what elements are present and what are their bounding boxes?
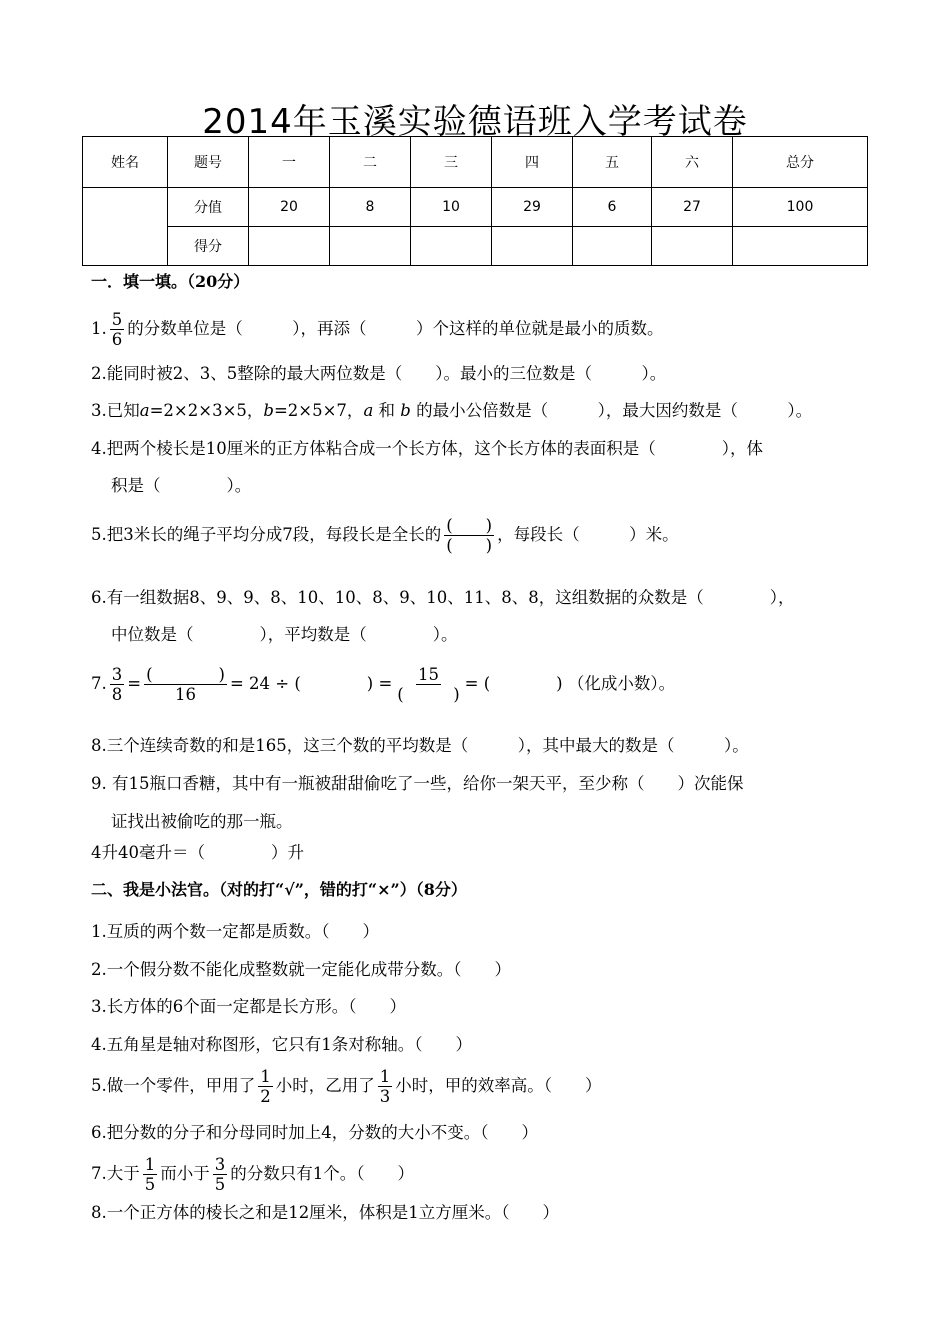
question-number-label: 题号 bbox=[168, 137, 249, 188]
header-cell: 六 bbox=[652, 137, 733, 188]
fraction: $\frac{( )}{16}$ bbox=[146, 665, 225, 704]
points-cell: 6 bbox=[573, 188, 652, 227]
header-cell: 五 bbox=[573, 137, 652, 188]
s1-question-8: 8.三个连续奇数的和是165，这三个数的平均数是（ ），其中最大的数是（ ）。 bbox=[91, 736, 749, 755]
fraction: $\frac{5}{6}$ bbox=[111, 310, 123, 349]
header-cell: 二 bbox=[330, 137, 411, 188]
s1-question-5: 5.把3米长的绳子平均分成7段，每段长是全长的 $\frac{( )}{( )}$ ，每段长（ ）米。 bbox=[91, 516, 679, 555]
s1-question-6-line2: 中位数是（ ），平均数是（ ）。 bbox=[111, 625, 458, 644]
s2-question-2: 2.一个假分数不能化成整数就一定能化成带分数。（ ） bbox=[91, 960, 511, 979]
points-cell: 8 bbox=[330, 188, 411, 227]
fraction: $\frac{3}{5}$ bbox=[214, 1155, 226, 1194]
header-cell: 总分 bbox=[733, 137, 868, 188]
section2-heading: 二、我是小法官。（对的打“√”，错的打“×”）（8分） bbox=[91, 880, 467, 899]
s2-question-7: 7.大于 $\frac{1}{5}$ 而小于 $\frac{3}{5}$ 的分数只有1个。（ ） bbox=[91, 1155, 414, 1194]
section1-heading: 一．填一填。（20分） bbox=[91, 272, 250, 291]
s2-question-1: 1.互质的两个数一定都是质数。（ ） bbox=[91, 922, 379, 941]
points-cell: 27 bbox=[652, 188, 733, 227]
s1-question-4-line1: 4.把两个棱长是10厘米的正方体粘合成一个长方体，这个长方体的表面积是（ ），体 bbox=[91, 439, 763, 458]
score-table bbox=[82, 136, 868, 266]
fraction: $\frac{15}{( )}$ bbox=[397, 665, 460, 704]
name-header: 姓名 bbox=[83, 137, 168, 188]
score-cell[interactable] bbox=[652, 227, 733, 266]
points-cell: 29 bbox=[492, 188, 573, 227]
s2-question-3: 3.长方体的6个面一定都是长方形。（ ） bbox=[91, 997, 406, 1016]
score-cell[interactable] bbox=[249, 227, 330, 266]
points-cell: 20 bbox=[249, 188, 330, 227]
fraction: $\frac{1}{2}$ bbox=[260, 1067, 271, 1106]
s2-question-8: 8.一个正方体的棱长之和是12厘米，体积是1立方厘米。（ ） bbox=[91, 1203, 559, 1222]
s1-question-4-line2: 积是（ ）。 bbox=[111, 476, 252, 495]
score-cell[interactable] bbox=[411, 227, 492, 266]
fraction: $\frac{3}{8}$ bbox=[111, 665, 123, 704]
s2-question-6: 6.把分数的分子和分母同时加上4，分数的大小不变。（ ） bbox=[91, 1123, 538, 1142]
s1-question-9-line2: 证找出被偷吃的那一瓶。 bbox=[111, 812, 293, 831]
s1-question-7: 7. $\frac{3}{8}$ = $\frac{( )}{16}$ = 24 ÷ ( ) = $\frac{15}{( )}$ = ( ) （化成小数）。 bbox=[91, 665, 676, 704]
name-input-cell[interactable] bbox=[83, 188, 168, 266]
s1-question-10: 4升40毫升＝（ ）升 bbox=[91, 843, 304, 862]
fraction: $\frac{1}{5}$ bbox=[144, 1155, 156, 1194]
s2-question-4: 4.五角星是轴对称图形，它只有1条对称轴。（ ） bbox=[91, 1035, 472, 1054]
points-label: 分值 bbox=[168, 188, 249, 227]
s1-question-9-line1: 9. 有15瓶口香糖，其中有一瓶被甜甜偷吃了一些，给你一架天平，至少称（ ）次能保 bbox=[91, 774, 744, 793]
points-cell: 100 bbox=[733, 188, 868, 227]
s2-question-5: 5.做一个零件，甲用了 $\frac{1}{2}$ 小时，乙用了 $\frac{1}{3}$ 小时，甲的效率高。（ ） bbox=[91, 1067, 602, 1106]
score-label: 得分 bbox=[168, 227, 249, 266]
page-title: 2014年玉溪实验德语班入学考试卷 bbox=[202, 102, 748, 142]
s1-question-6-line1: 6.有一组数据8、9、9、8、10、10、8、9、10、11、8、8，这组数据的众数是（ ）， bbox=[91, 588, 795, 607]
score-cell[interactable] bbox=[733, 227, 868, 266]
score-cell[interactable] bbox=[330, 227, 411, 266]
s1-question-3: 3.已知a=2×2×3×5，b=2×5×7，a 和 b 的最小公倍数是（ ），最大因约数是（ ）。 bbox=[91, 401, 813, 420]
s1-question-1: 1. $\frac{5}{6}$ 的分数单位是（ ），再添（ ）个这样的单位就是最小的质数。 bbox=[91, 310, 664, 349]
header-cell: 四 bbox=[492, 137, 573, 188]
s1-question-2: 2.能同时被2、3、5整除的最大两位数是（ ）。最小的三位数是（ ）。 bbox=[91, 364, 667, 383]
score-cell[interactable] bbox=[573, 227, 652, 266]
fraction: $\frac{1}{3}$ bbox=[379, 1067, 391, 1106]
header-cell: 一 bbox=[249, 137, 330, 188]
score-cell[interactable] bbox=[492, 227, 573, 266]
points-cell: 10 bbox=[411, 188, 492, 227]
header-cell: 三 bbox=[411, 137, 492, 188]
fraction: $\frac{( )}{( )}$ bbox=[446, 516, 493, 555]
